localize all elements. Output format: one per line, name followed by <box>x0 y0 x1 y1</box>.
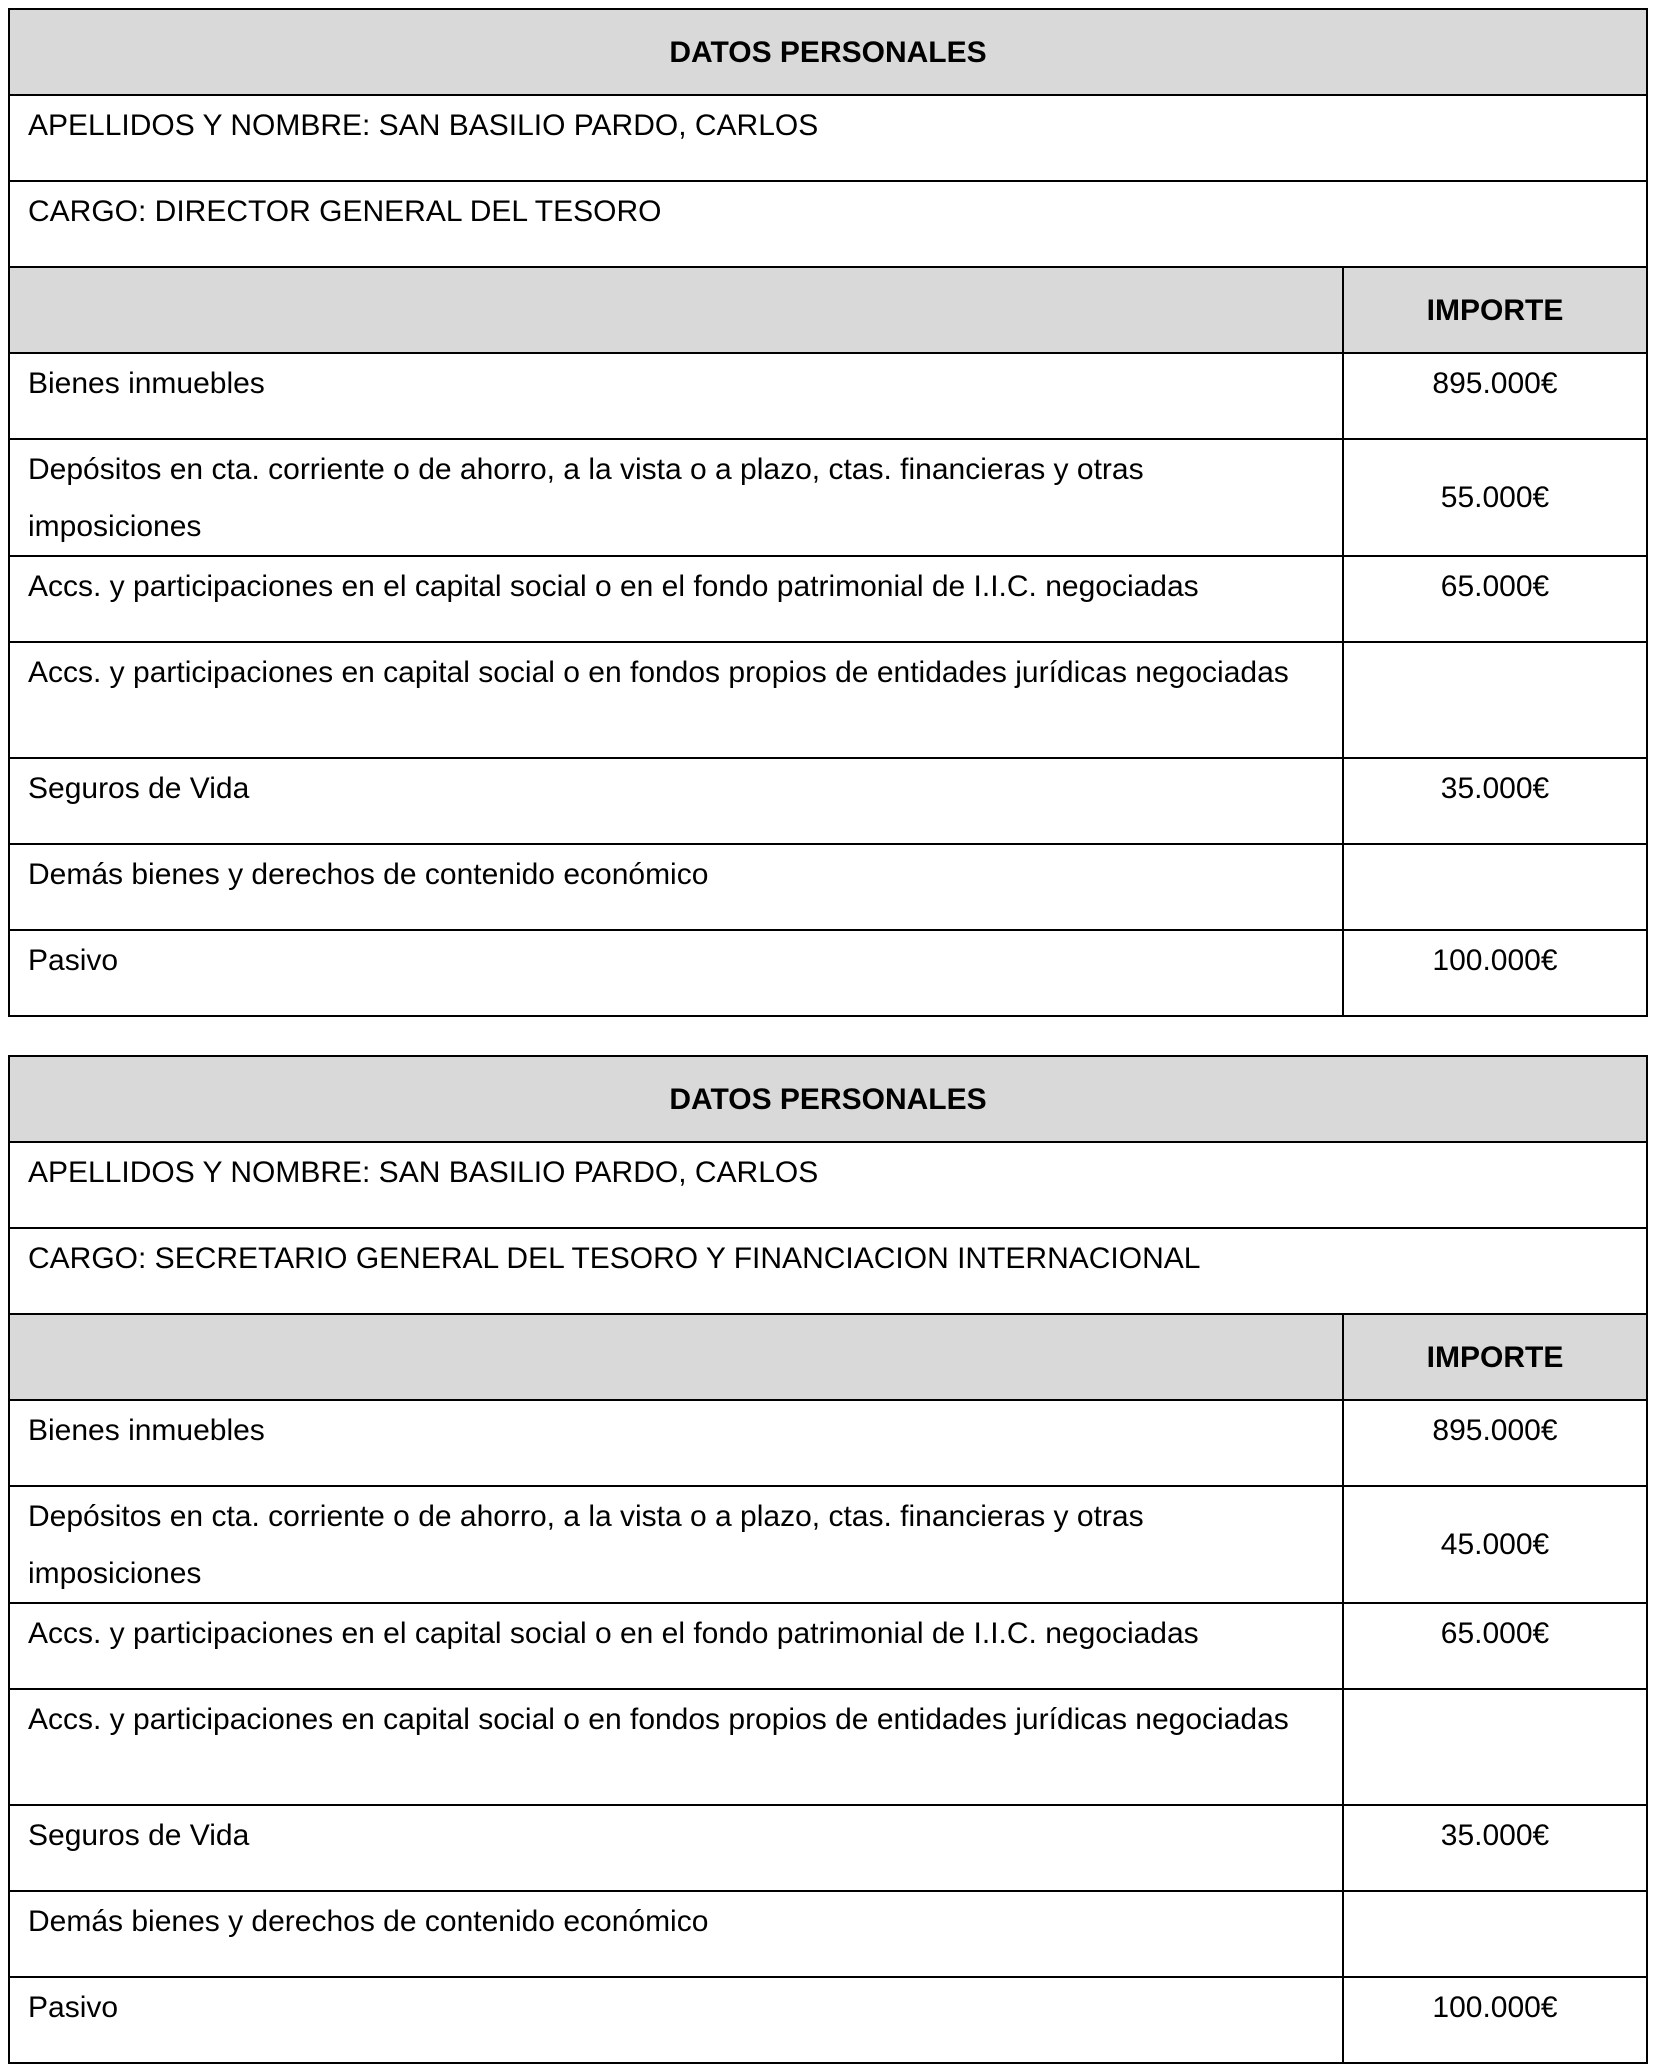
row-label: Seguros de Vida <box>9 1805 1343 1891</box>
row-label: Seguros de Vida <box>9 758 1343 844</box>
row-label: Pasivo <box>9 930 1343 1016</box>
row-label: Depósitos en cta. corriente o de ahorro, a la vista o a plazo, ctas. financieras y otras imposiciones <box>9 1486 1343 1603</box>
amount-header: IMPORTE <box>1343 267 1647 353</box>
row-value: 895.000€ <box>1343 1400 1647 1486</box>
position-line: CARGO: SECRETARIO GENERAL DEL TESORO Y FINANCIACION INTERNACIONAL <box>9 1228 1647 1314</box>
table-row <box>9 1603 1647 1689</box>
row-label: Accs. y participaciones en el capital social o en el fondo patrimonial de I.I.C. negociadas <box>9 556 1343 642</box>
row-label: Depósitos en cta. corriente o de ahorro, a la vista o a plazo, ctas. financieras y otras imposiciones <box>9 439 1343 556</box>
table-row <box>9 1486 1647 1603</box>
empty-header-cell <box>9 267 1343 353</box>
row-label: Accs. y participaciones en capital social o en fondos propios de entidades jurídicas negociadas <box>9 1689 1343 1805</box>
row-value: 65.000€ <box>1343 1603 1647 1689</box>
row-label: Accs. y participaciones en el capital social o en el fondo patrimonial de I.I.C. negociadas <box>9 1603 1343 1689</box>
row-value: 55.000€ <box>1343 439 1647 556</box>
table-row <box>9 353 1647 439</box>
table-row <box>9 1400 1647 1486</box>
row-value <box>1343 642 1647 758</box>
name-line: APELLIDOS Y NOMBRE: SAN BASILIO PARDO, CARLOS <box>9 95 1647 181</box>
table-header-row <box>9 9 1647 95</box>
row-value: 100.000€ <box>1343 930 1647 1016</box>
name-row <box>9 95 1647 181</box>
row-value: 45.000€ <box>1343 1486 1647 1603</box>
row-value: 65.000€ <box>1343 556 1647 642</box>
row-label: Bienes inmuebles <box>9 353 1343 439</box>
row-label: Bienes inmuebles <box>9 1400 1343 1486</box>
table-row <box>9 642 1647 758</box>
table-row <box>9 439 1647 556</box>
amount-header: IMPORTE <box>1343 1314 1647 1400</box>
row-value: 35.000€ <box>1343 758 1647 844</box>
table-row <box>9 1977 1647 2063</box>
position-line: CARGO: DIRECTOR GENERAL DEL TESORO <box>9 181 1647 267</box>
position-row <box>9 1228 1647 1314</box>
amount-header-row <box>9 267 1647 353</box>
row-value: 35.000€ <box>1343 1805 1647 1891</box>
table-row <box>9 1689 1647 1805</box>
row-value: 895.000€ <box>1343 353 1647 439</box>
table-header-row <box>9 1056 1647 1142</box>
table-row <box>9 844 1647 930</box>
name-line: APELLIDOS Y NOMBRE: SAN BASILIO PARDO, CARLOS <box>9 1142 1647 1228</box>
table-row <box>9 1891 1647 1977</box>
row-value <box>1343 844 1647 930</box>
table-row <box>9 758 1647 844</box>
table-row <box>9 1805 1647 1891</box>
table-row <box>9 556 1647 642</box>
section-title: DATOS PERSONALES <box>9 1056 1647 1142</box>
row-value <box>1343 1689 1647 1805</box>
section-title: DATOS PERSONALES <box>9 9 1647 95</box>
asset-declaration-table <box>8 8 1648 1017</box>
row-label: Demás bienes y derechos de contenido económico <box>9 844 1343 930</box>
row-value: 100.000€ <box>1343 1977 1647 2063</box>
row-label: Demás bienes y derechos de contenido económico <box>9 1891 1343 1977</box>
row-label: Pasivo <box>9 1977 1343 2063</box>
row-value <box>1343 1891 1647 1977</box>
position-row <box>9 181 1647 267</box>
row-label: Accs. y participaciones en capital social o en fondos propios de entidades jurídicas negociadas <box>9 642 1343 758</box>
asset-declaration-table <box>8 1055 1648 2064</box>
amount-header-row <box>9 1314 1647 1400</box>
name-row <box>9 1142 1647 1228</box>
empty-header-cell <box>9 1314 1343 1400</box>
table-row <box>9 930 1647 1016</box>
